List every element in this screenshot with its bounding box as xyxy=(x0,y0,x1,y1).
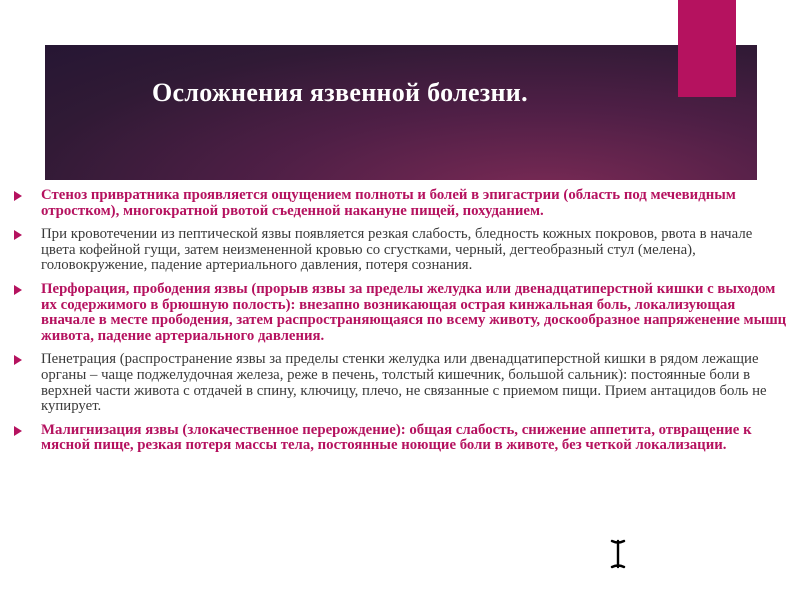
bullet-item-perforation xyxy=(14,282,789,344)
bullet-text: Стеноз привратника проявляется ощущением полноты и болей в эпигастрии (область под мечевидным отростком), многократной рвотой съеденной накануне пищей, похуданием. xyxy=(41,187,736,219)
accent-bar xyxy=(678,0,736,97)
bullet-arrow-icon xyxy=(14,191,22,201)
bullet-item-penetration xyxy=(14,352,789,414)
bullet-arrow-icon xyxy=(14,355,22,365)
bullet-arrow-icon xyxy=(14,285,22,295)
bullet-arrow-icon xyxy=(14,426,22,436)
bullet-item-bleeding xyxy=(14,227,789,274)
header-band xyxy=(45,45,757,180)
bullet-item-stenosis xyxy=(14,188,789,219)
text-cursor-icon xyxy=(603,537,633,573)
bullet-text: Малигнизация язвы (злокачественное перерождение): общая слабость, снижение аппетита, отвращение к мясной пище, резкая потеря массы тела, постоянные ноющие боли в животе, без четкой локализации. xyxy=(41,421,752,454)
bullet-item-malignization xyxy=(14,423,789,454)
slide-title: Осложнения язвенной болезни. xyxy=(152,78,528,107)
bullet-text: Пенетрация (распространение язвы за пределы стенки желудка или двенадцатиперстной кишки в рядом лежащие органы – чаще поджелудочная железа, реже в печень, толстый кишечник, большой сальник): постоянные боли в верхней части живота с отдачей в спину, ключицу, плечо, не связанные с приемом пищи. Прием антацидов боль не купирует. xyxy=(41,351,767,415)
bullet-arrow-icon xyxy=(14,230,22,240)
bullet-text: При кровотечении из пептической язвы появляется резкая слабость, бледность кожных покровов, рвота в начале цвета кофейной гущи, затем неизмененной кровью со сгустками, черный, дегтеобразный стул (мелена), головокружение, падение артериального давления, потеря сознания. xyxy=(41,226,753,274)
bullet-list xyxy=(14,188,789,462)
bullet-text: Перфорация, прободения язвы (прорыв язвы за пределы желудка или двенадцатиперстной кишки с выходом их содержимого в брюшную полость): внезапно возникающая острая кинжальная боль, локализующая вначале в месте прободения, затем распространяющаяся по всему животу, доскообразное напряженение мышц живота, падение артериального давления. xyxy=(41,280,787,344)
